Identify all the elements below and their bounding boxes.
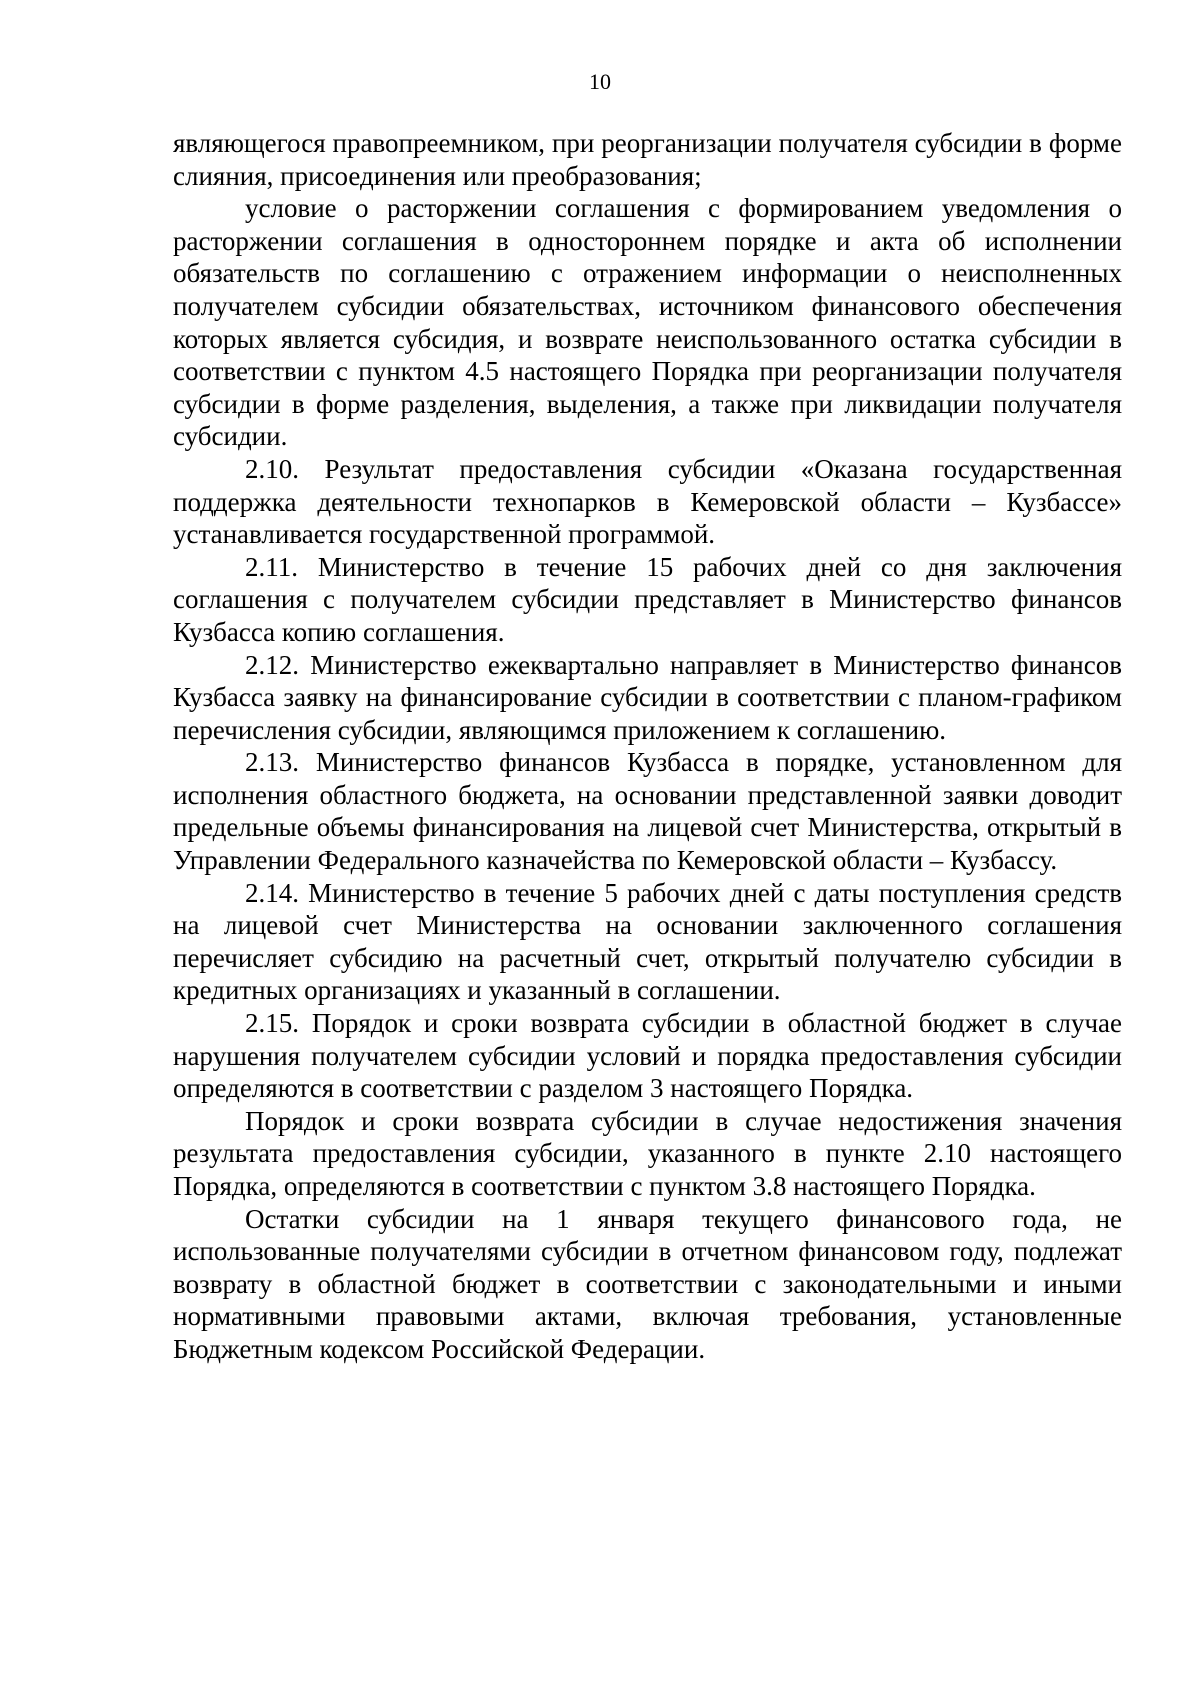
paragraph-1: являющегося правопреемником, при реорганизации получателя субсидии в форме слияния, присоединения или преобразования; bbox=[173, 128, 1122, 191]
document-body bbox=[173, 127, 1122, 1366]
paragraph-9: Порядок и сроки возврата субсидии в случае недостижения значения результата предоставления субсидии, указанного в пункте 2.10 настоящего Порядка, определяются в соответствии с пунктом 3.8 настоящего Порядка. bbox=[173, 1105, 1122, 1201]
paragraph-6: 2.13. Министерство финансов Кузбасса в порядке, установленном для исполнения областного бюджета, на основании представленной заявки доводит предельные объемы финансирования на лицевой счет Министерства, открытый в Управлении Федерального казначейства по Кемеровской области – Кузбассу. bbox=[173, 747, 1122, 876]
paragraph-2: условие о расторжении соглашения с формированием уведомления о расторжении соглашения в одностороннем порядке и акта об исполнении обязательств по соглашению с отражением информации о неисполненных получателем субсидии обязательствах, источником финансового обеспечения которых является субсидия, и возврате неиспользованного остатка субсидии в соответствии с пунктом 4.5 настоящего Порядка при реорганизации получателя субсидии в форме разделения, выделения, а также при ликвидации получателя субсидии. bbox=[173, 193, 1122, 452]
paragraph-7: 2.14. Министерство в течение 5 рабочих дней с даты поступления средств на лицевой счет Министерства на основании заключенного соглашения перечисляет субсидию на расчетный счет, открытый получателю субсидии в кредитных организациях и указанный в соглашении. bbox=[173, 877, 1122, 1006]
paragraph-10: Остатки субсидии на 1 января текущего финансового года, не использованные получателями субсидии в отчетном финансовом году, подлежат возврату в областной бюджет в соответствии с законодательными и иными нормативными правовыми актами, включая требования, установленные Бюджетным кодексом Российской Федерации. bbox=[173, 1203, 1122, 1364]
paragraph-4: 2.11. Министерство в течение 15 рабочих дней со дня заключения соглашения с получателем субсидии представляет в Министерство финансов Кузбасса копию соглашения. bbox=[173, 551, 1122, 647]
page-number: 10 bbox=[589, 69, 611, 94]
paragraph-5: 2.12. Министерство ежеквартально направляет в Министерство финансов Кузбасса заявку на финансирование субсидии в соответствии с планом-графиком перечисления субсидии, являющимся приложением к соглашению. bbox=[173, 649, 1122, 745]
paragraph-3: 2.10. Результат предоставления субсидии «Оказана государственная поддержка деятельности технопарков в Кемеровской области – Кузбассе» устанавливается государственной программой. bbox=[173, 453, 1122, 550]
paragraph-8: 2.15. Порядок и сроки возврата субсидии в областной бюджет в случае нарушения получателем субсидии условий и порядка предоставления субсидии определяются в соответствии с разделом 3 настоящего Порядка. bbox=[173, 1008, 1122, 1104]
